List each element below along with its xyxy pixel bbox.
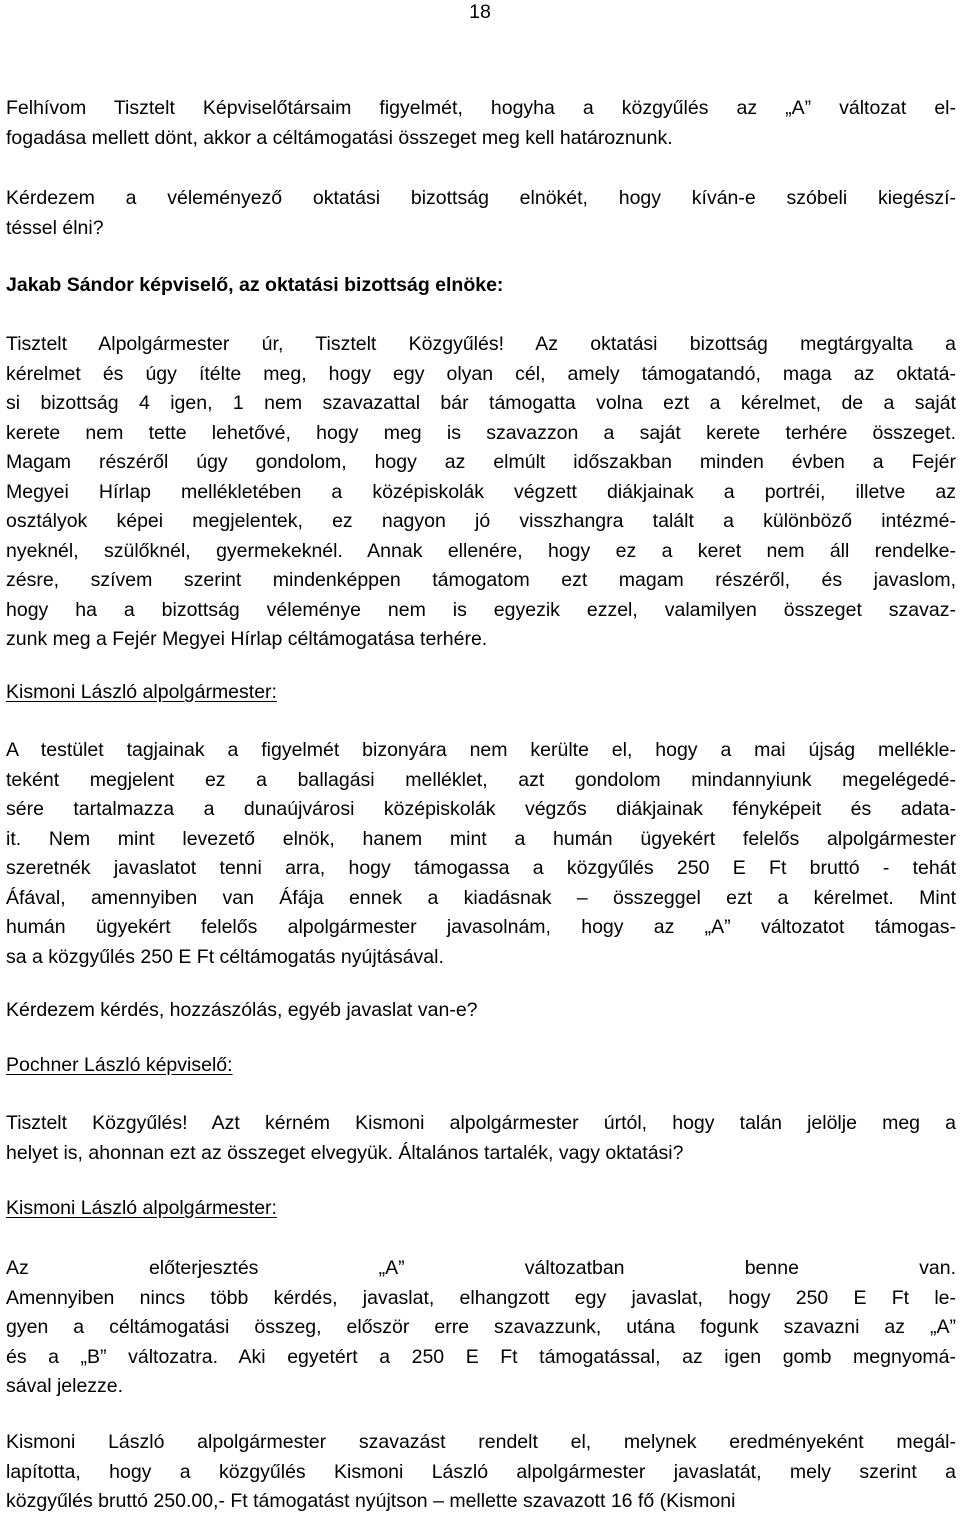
text-line: sére tartalmazza a dunaújvárosi középiskolák végzős diákjainak fényképeit és adata- [6,798,956,820]
text-line: zunk meg a Fejér Megyei Hírlap céltámogatása terhére. [6,628,488,650]
text-line: hogy ha a bizottság véleménye nem is egyezik ezzel, valamilyen összeget szavaz- [6,598,956,621]
text-line: Tisztelt Alpolgármester úr, Tisztelt Közgyűlés! Az oktatási bizottság megtárgyalta a [6,333,956,355]
text-line: és a „B” változatra. Aki egyetért a 250 E Ft támogatással, az igen gomb megnyomá- [6,1345,956,1368]
text-line: lapította, hogy a közgyűlés Kismoni László alpolgármester javaslatát, mely szerint a [6,1460,956,1483]
paragraph-call-for-attention [6,94,956,153]
text-line: gyen a céltámogatási összeg, először erre szavazzunk, utána fogunk szavazni az „A” [6,1316,956,1338]
text-line: humán ügyekért felelős alpolgármester javasolnám, hogy az „A” változatot támogas- [6,916,956,938]
text-line: teként megjelent ez a ballagási melléklet, azt gondolom mindannyiunk megelégedé- [6,768,956,791]
text-line: sával jelezze. [6,1375,124,1397]
paragraph-kismoni-vote-call [6,1254,956,1402]
paragraph-questions-call [6,996,956,1026]
text-line: kerete nem tette lehetővé, hogy meg is szavazzon a saját kerete terhére összeget. [6,421,956,444]
speaker-heading-kismoni-1 [6,678,956,708]
text-line: Áfával, amennyiben van Áfája ennek a kiadásnak – összeggel ezt a kérelmet. Mint [6,886,956,909]
text-line: sa a közgyűlés 250 E Ft céltámogatás nyújtásával. [6,945,444,968]
text-line: nyeknél, szülőknél, gyermekeknél. Annak ellenére, hogy ez a keret nem áll rendelke- [6,539,956,562]
page-number: 18 [469,1,491,23]
text-line: Kismoni László alpolgármester: [6,1197,277,1219]
paragraph-jakab-speech [6,330,956,655]
text-line: Jakab Sándor képviselő, az oktatási bizottság elnöke: [6,274,504,296]
text-line: Az előterjesztés „A” változatban benne van. [6,1257,956,1279]
paragraph-pochner-question [6,1109,956,1168]
text-line: téssel élni? [6,216,104,239]
text-line: közgyűlés bruttó 250.00,- Ft támogatást nyújtson – mellette szavazott 16 fő (Kismoni [6,1490,736,1512]
text-line: Kérdezem kérdés, hozzászólás, egyéb javaslat van-e? [6,999,478,1021]
text-line: Kismoni László alpolgármester: [6,681,277,703]
text-line: fogadása mellett dönt, akkor a céltámogatási összeget meg kell határoznunk. [6,126,673,149]
text-line: Kismoni László alpolgármester szavazást rendelt el, melynek eredményeként megál- [6,1431,956,1453]
speaker-heading-kismoni-2 [6,1194,956,1224]
text-line: Magam részéről úgy gondolom, hogy az elmúlt időszakban minden évben a Fejér [6,451,956,473]
text-line: Kérdezem a véleményező oktatási bizottság elnökét, hogy kíván-e szóbeli kiegészí- [6,187,956,209]
paragraph-kismoni-proposal [6,736,956,972]
text-line: Tisztelt Közgyűlés! Azt kérném Kismoni alpolgármester úrtól, hogy talán jelölje meg a [6,1112,956,1134]
speaker-heading-jakab [6,271,956,301]
text-line: A testület tagjainak a figyelmét bizonyára nem kerülte el, hogy a mai újság mellékle- [6,739,956,761]
text-line: Megyei Hírlap mellékletében a középiskolák végzett diákjainak a portréi, illetve az [6,480,956,503]
text-line: szeretnék javaslatot tenni arra, hogy támogassa a közgyűlés 250 E Ft bruttó - tehát [6,857,956,879]
text-line: si bizottság 4 igen, 1 nem szavazattal bár támogatta volna ezt a kérelmet, de a saját [6,392,956,414]
paragraph-question-to-committee [6,184,956,243]
text-line: Amennyiben nincs több kérdés, javaslat, elhangzott egy javaslat, hogy 250 E Ft le- [6,1286,956,1309]
text-line: helyet is, ahonnan ezt az összeget elvegyük. Általános tartalék, vagy oktatási? [6,1141,684,1164]
text-line: it. Nem mint levezető elnök, hanem mint a humán ügyekért felelős alpolgármester [6,827,956,850]
text-line: kérelmet és úgy ítélte meg, hogy egy olyan cél, amely támogatandó, maga az oktatá- [6,362,956,385]
text-line: Felhívom Tisztelt Képviselőtársaim figyelmét, hogyha a közgyűlés az „A” változat el- [6,97,956,119]
speaker-heading-pochner [6,1051,956,1081]
paragraph-vote-result [6,1428,956,1513]
text-line: zésre, szívem szerint mindenképpen támogatom ezt magam részéről, és javaslom, [6,569,956,591]
text-line: osztályok képei megjelentek, ez nagyon jó visszhangra talált a különböző intézmé- [6,510,956,532]
text-line: Pochner László képviselő: [6,1054,233,1076]
